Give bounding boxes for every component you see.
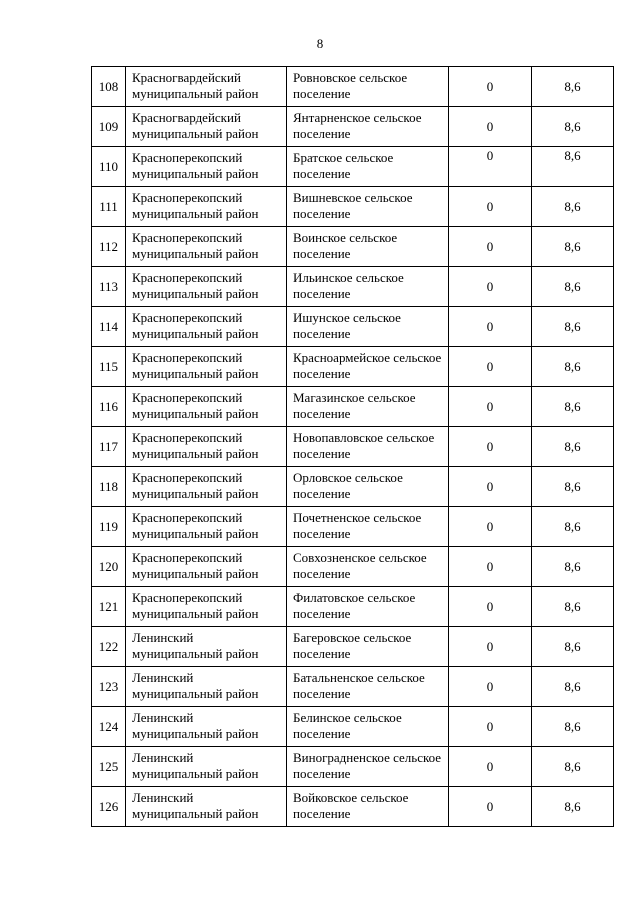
value-a-cell (449, 267, 532, 307)
district-cell (126, 707, 287, 747)
district-cell (126, 267, 287, 307)
district-cell-text: Красноперекопский муниципальный район (132, 150, 259, 181)
value-a-cell (449, 427, 532, 467)
value-a-cell (449, 547, 532, 587)
value-a-cell (449, 467, 532, 507)
settlement-cell (287, 787, 449, 827)
value-a-cell-text: 0 (486, 638, 494, 654)
value-a-cell-text: 0 (486, 518, 494, 534)
table-row (92, 427, 614, 467)
row-number-cell (92, 387, 126, 427)
value-a-cell-text: 0 (486, 478, 494, 494)
value-b-cell (532, 747, 614, 787)
value-b-cell (532, 227, 614, 267)
settlement-cell-text: Совхозненское сельское поселение (293, 550, 427, 581)
value-a-cell (449, 507, 532, 547)
table-body (92, 67, 614, 827)
value-b-cell (532, 267, 614, 307)
table-row (92, 787, 614, 827)
settlement-cell (287, 67, 449, 107)
value-a-cell-text: 0 (486, 718, 494, 734)
value-b-cell-text: 8,6 (564, 558, 581, 574)
value-b-cell-text: 8,6 (564, 278, 581, 294)
settlement-cell (287, 147, 449, 187)
district-cell (126, 787, 287, 827)
settlement-cell-text: Новопавловское сельское поселение (293, 430, 435, 461)
value-a-cell-text: 0 (486, 358, 494, 374)
value-b-cell-text: 8,6 (564, 318, 581, 334)
settlement-cell-text: Войковское сельское поселение (293, 790, 409, 821)
settlement-cell-text: Братское сельское поселение (293, 150, 394, 181)
value-b-cell-text: 8,6 (564, 78, 581, 94)
settlement-cell (287, 707, 449, 747)
row-number-cell (92, 107, 126, 147)
row-number-cell-text: 112 (98, 238, 119, 254)
value-b-cell (532, 387, 614, 427)
district-cell (126, 547, 287, 587)
value-a-cell (449, 387, 532, 427)
district-cell-text: Красноперекопский муниципальный район (132, 310, 259, 341)
district-cell-text: Красногвардейский муниципальный район (132, 70, 259, 101)
table-row (92, 267, 614, 307)
row-number-cell (92, 427, 126, 467)
district-cell (126, 507, 287, 547)
row-number-cell (92, 147, 126, 187)
value-b-cell (532, 627, 614, 667)
row-number-cell (92, 467, 126, 507)
settlement-cell-text: Орловское сельское поселение (293, 470, 403, 501)
row-number-cell-text: 126 (98, 798, 119, 814)
value-b-cell-text: 8,6 (564, 358, 581, 374)
district-cell-text: Ленинский муниципальный район (132, 670, 259, 701)
table-row (92, 587, 614, 627)
value-a-cell (449, 307, 532, 347)
row-number-cell-text: 116 (98, 398, 119, 414)
row-number-cell-text: 120 (98, 558, 119, 574)
table-row (92, 347, 614, 387)
value-a-cell-text: 0 (486, 798, 494, 814)
value-a-cell-text: 0 (486, 278, 494, 294)
row-number-cell (92, 67, 126, 107)
row-number-cell (92, 227, 126, 267)
row-number-cell (92, 747, 126, 787)
settlement-cell (287, 627, 449, 667)
value-a-cell (449, 147, 532, 187)
page-number: 8 (316, 36, 324, 51)
value-b-cell (532, 667, 614, 707)
settlement-cell-text: Воинское сельское поселение (293, 230, 398, 261)
row-number-cell-text: 124 (98, 718, 119, 734)
value-b-cell-text: 8,6 (564, 148, 581, 163)
district-cell-text: Красногвардейский муниципальный район (132, 110, 259, 141)
value-a-cell (449, 587, 532, 627)
value-b-cell (532, 547, 614, 587)
value-b-cell (532, 787, 614, 827)
value-a-cell (449, 707, 532, 747)
value-b-cell-text: 8,6 (564, 598, 581, 614)
district-cell-text: Ленинский муниципальный район (132, 790, 259, 821)
district-cell (126, 667, 287, 707)
row-number-cell-text: 109 (98, 118, 119, 134)
district-cell-text: Красноперекопский муниципальный район (132, 190, 259, 221)
value-a-cell-text: 0 (486, 198, 494, 214)
settlement-cell-text: Виноградненское сельское поселение (293, 750, 442, 781)
district-cell-text: Красноперекопский муниципальный район (132, 470, 259, 501)
settlement-cell-text: Филатовское сельское поселение (293, 590, 416, 621)
row-number-cell-text: 108 (98, 78, 119, 94)
district-cell-text: Ленинский муниципальный район (132, 710, 259, 741)
district-cell (126, 627, 287, 667)
row-number-cell (92, 347, 126, 387)
district-cell-text: Ленинский муниципальный район (132, 750, 259, 781)
settlement-cell-text: Почетненское сельское поселение (293, 510, 422, 541)
row-number-cell-text: 114 (98, 318, 119, 334)
district-cell-text: Красноперекопский муниципальный район (132, 390, 259, 421)
table-row (92, 227, 614, 267)
value-b-cell-text: 8,6 (564, 718, 581, 734)
table-row (92, 667, 614, 707)
value-a-cell (449, 347, 532, 387)
settlement-cell (287, 747, 449, 787)
row-number-cell (92, 707, 126, 747)
settlement-cell-text: Вишневское сельское поселение (293, 190, 413, 221)
table-row (92, 627, 614, 667)
value-b-cell (532, 187, 614, 227)
table-row (92, 107, 614, 147)
value-b-cell (532, 67, 614, 107)
row-number-cell-text: 118 (98, 478, 119, 494)
value-a-cell-text: 0 (486, 78, 494, 94)
row-number-cell-text: 119 (98, 518, 119, 534)
value-a-cell-text: 0 (486, 558, 494, 574)
settlement-cell (287, 267, 449, 307)
settlement-cell (287, 387, 449, 427)
settlement-cell (287, 307, 449, 347)
district-cell-text: Красноперекопский муниципальный район (132, 230, 259, 261)
value-a-cell (449, 187, 532, 227)
table-row (92, 747, 614, 787)
value-b-cell (532, 147, 614, 187)
settlement-cell-text: Магазинское сельское поселение (293, 390, 416, 421)
row-number-cell (92, 507, 126, 547)
settlement-cell-text: Красноармейское сельское поселение (293, 350, 442, 381)
value-b-cell-text: 8,6 (564, 238, 581, 254)
row-number-cell-text: 117 (98, 438, 119, 454)
row-number-cell (92, 627, 126, 667)
row-number-cell-text: 121 (98, 598, 119, 614)
settlement-cell-text: Ишунское сельское поселение (293, 310, 401, 341)
value-a-cell (449, 627, 532, 667)
settlement-cell (287, 667, 449, 707)
value-a-cell-text: 0 (486, 678, 494, 694)
settlements-table (91, 66, 614, 827)
district-cell (126, 387, 287, 427)
value-a-cell-text: 0 (486, 318, 494, 334)
value-a-cell-text: 0 (486, 598, 494, 614)
settlement-cell (287, 227, 449, 267)
value-a-cell (449, 747, 532, 787)
table-row (92, 187, 614, 227)
row-number-cell (92, 667, 126, 707)
value-a-cell (449, 107, 532, 147)
value-b-cell-text: 8,6 (564, 638, 581, 654)
table-row (92, 67, 614, 107)
district-cell (126, 587, 287, 627)
value-a-cell-text: 0 (486, 398, 494, 414)
table-row (92, 387, 614, 427)
settlement-cell (287, 547, 449, 587)
value-b-cell-text: 8,6 (564, 118, 581, 134)
district-cell (126, 107, 287, 147)
row-number-cell-text: 110 (98, 158, 119, 174)
district-cell (126, 307, 287, 347)
value-b-cell-text: 8,6 (564, 478, 581, 494)
row-number-cell (92, 587, 126, 627)
district-cell (126, 747, 287, 787)
district-cell (126, 187, 287, 227)
table-row (92, 547, 614, 587)
table-row (92, 467, 614, 507)
row-number-cell (92, 307, 126, 347)
district-cell-text: Красноперекопский муниципальный район (132, 350, 259, 381)
district-cell (126, 147, 287, 187)
settlement-cell (287, 427, 449, 467)
district-cell-text: Красноперекопский муниципальный район (132, 590, 259, 621)
row-number-cell-text: 111 (99, 198, 118, 214)
value-b-cell-text: 8,6 (564, 438, 581, 454)
district-cell-text: Красноперекопский муниципальный район (132, 550, 259, 581)
settlement-cell (287, 467, 449, 507)
settlement-cell (287, 347, 449, 387)
value-a-cell-text: 0 (486, 758, 494, 774)
table-row (92, 507, 614, 547)
row-number-cell (92, 267, 126, 307)
district-cell-text: Красноперекопский муниципальный район (132, 510, 259, 541)
settlement-cell-text: Батальненское сельское поселение (293, 670, 425, 701)
value-a-cell-text: 0 (486, 438, 494, 454)
district-cell (126, 427, 287, 467)
value-b-cell (532, 587, 614, 627)
value-b-cell-text: 8,6 (564, 198, 581, 214)
settlement-cell-text: Белинское сельское поселение (293, 710, 402, 741)
value-b-cell-text: 8,6 (564, 678, 581, 694)
settlement-cell (287, 587, 449, 627)
district-cell (126, 467, 287, 507)
district-cell-text: Красноперекопский муниципальный район (132, 430, 259, 461)
value-a-cell (449, 787, 532, 827)
value-b-cell (532, 467, 614, 507)
row-number-cell-text: 123 (98, 678, 119, 694)
value-a-cell-text: 0 (486, 148, 494, 163)
settlement-cell-text: Ровновское сельское поселение (293, 70, 408, 101)
settlement-cell-text: Ильинское сельское поселение (293, 270, 404, 301)
value-b-cell (532, 307, 614, 347)
settlement-cell (287, 187, 449, 227)
value-a-cell-text: 0 (486, 118, 494, 134)
value-b-cell (532, 507, 614, 547)
settlement-cell-text: Багеровское сельское поселение (293, 630, 412, 661)
value-a-cell (449, 667, 532, 707)
value-b-cell-text: 8,6 (564, 398, 581, 414)
value-b-cell (532, 707, 614, 747)
value-b-cell-text: 8,6 (564, 758, 581, 774)
value-b-cell (532, 107, 614, 147)
district-cell (126, 227, 287, 267)
district-cell-text: Красноперекопский муниципальный район (132, 270, 259, 301)
table-row (92, 307, 614, 347)
value-b-cell (532, 427, 614, 467)
row-number-cell (92, 787, 126, 827)
district-cell (126, 67, 287, 107)
row-number-cell (92, 187, 126, 227)
row-number-cell-text: 122 (98, 638, 119, 654)
value-b-cell-text: 8,6 (564, 518, 581, 534)
table-row (92, 707, 614, 747)
value-b-cell-text: 8,6 (564, 798, 581, 814)
settlement-cell (287, 507, 449, 547)
value-b-cell (532, 347, 614, 387)
row-number-cell-text: 113 (98, 278, 119, 294)
district-cell-text: Ленинский муниципальный район (132, 630, 259, 661)
settlement-cell (287, 107, 449, 147)
row-number-cell (92, 547, 126, 587)
settlement-cell-text: Янтарненское сельское поселение (293, 110, 422, 141)
value-a-cell (449, 67, 532, 107)
district-cell (126, 347, 287, 387)
value-a-cell (449, 227, 532, 267)
table-row (92, 147, 614, 187)
value-a-cell-text: 0 (486, 238, 494, 254)
row-number-cell-text: 115 (98, 358, 119, 374)
row-number-cell-text: 125 (98, 758, 119, 774)
